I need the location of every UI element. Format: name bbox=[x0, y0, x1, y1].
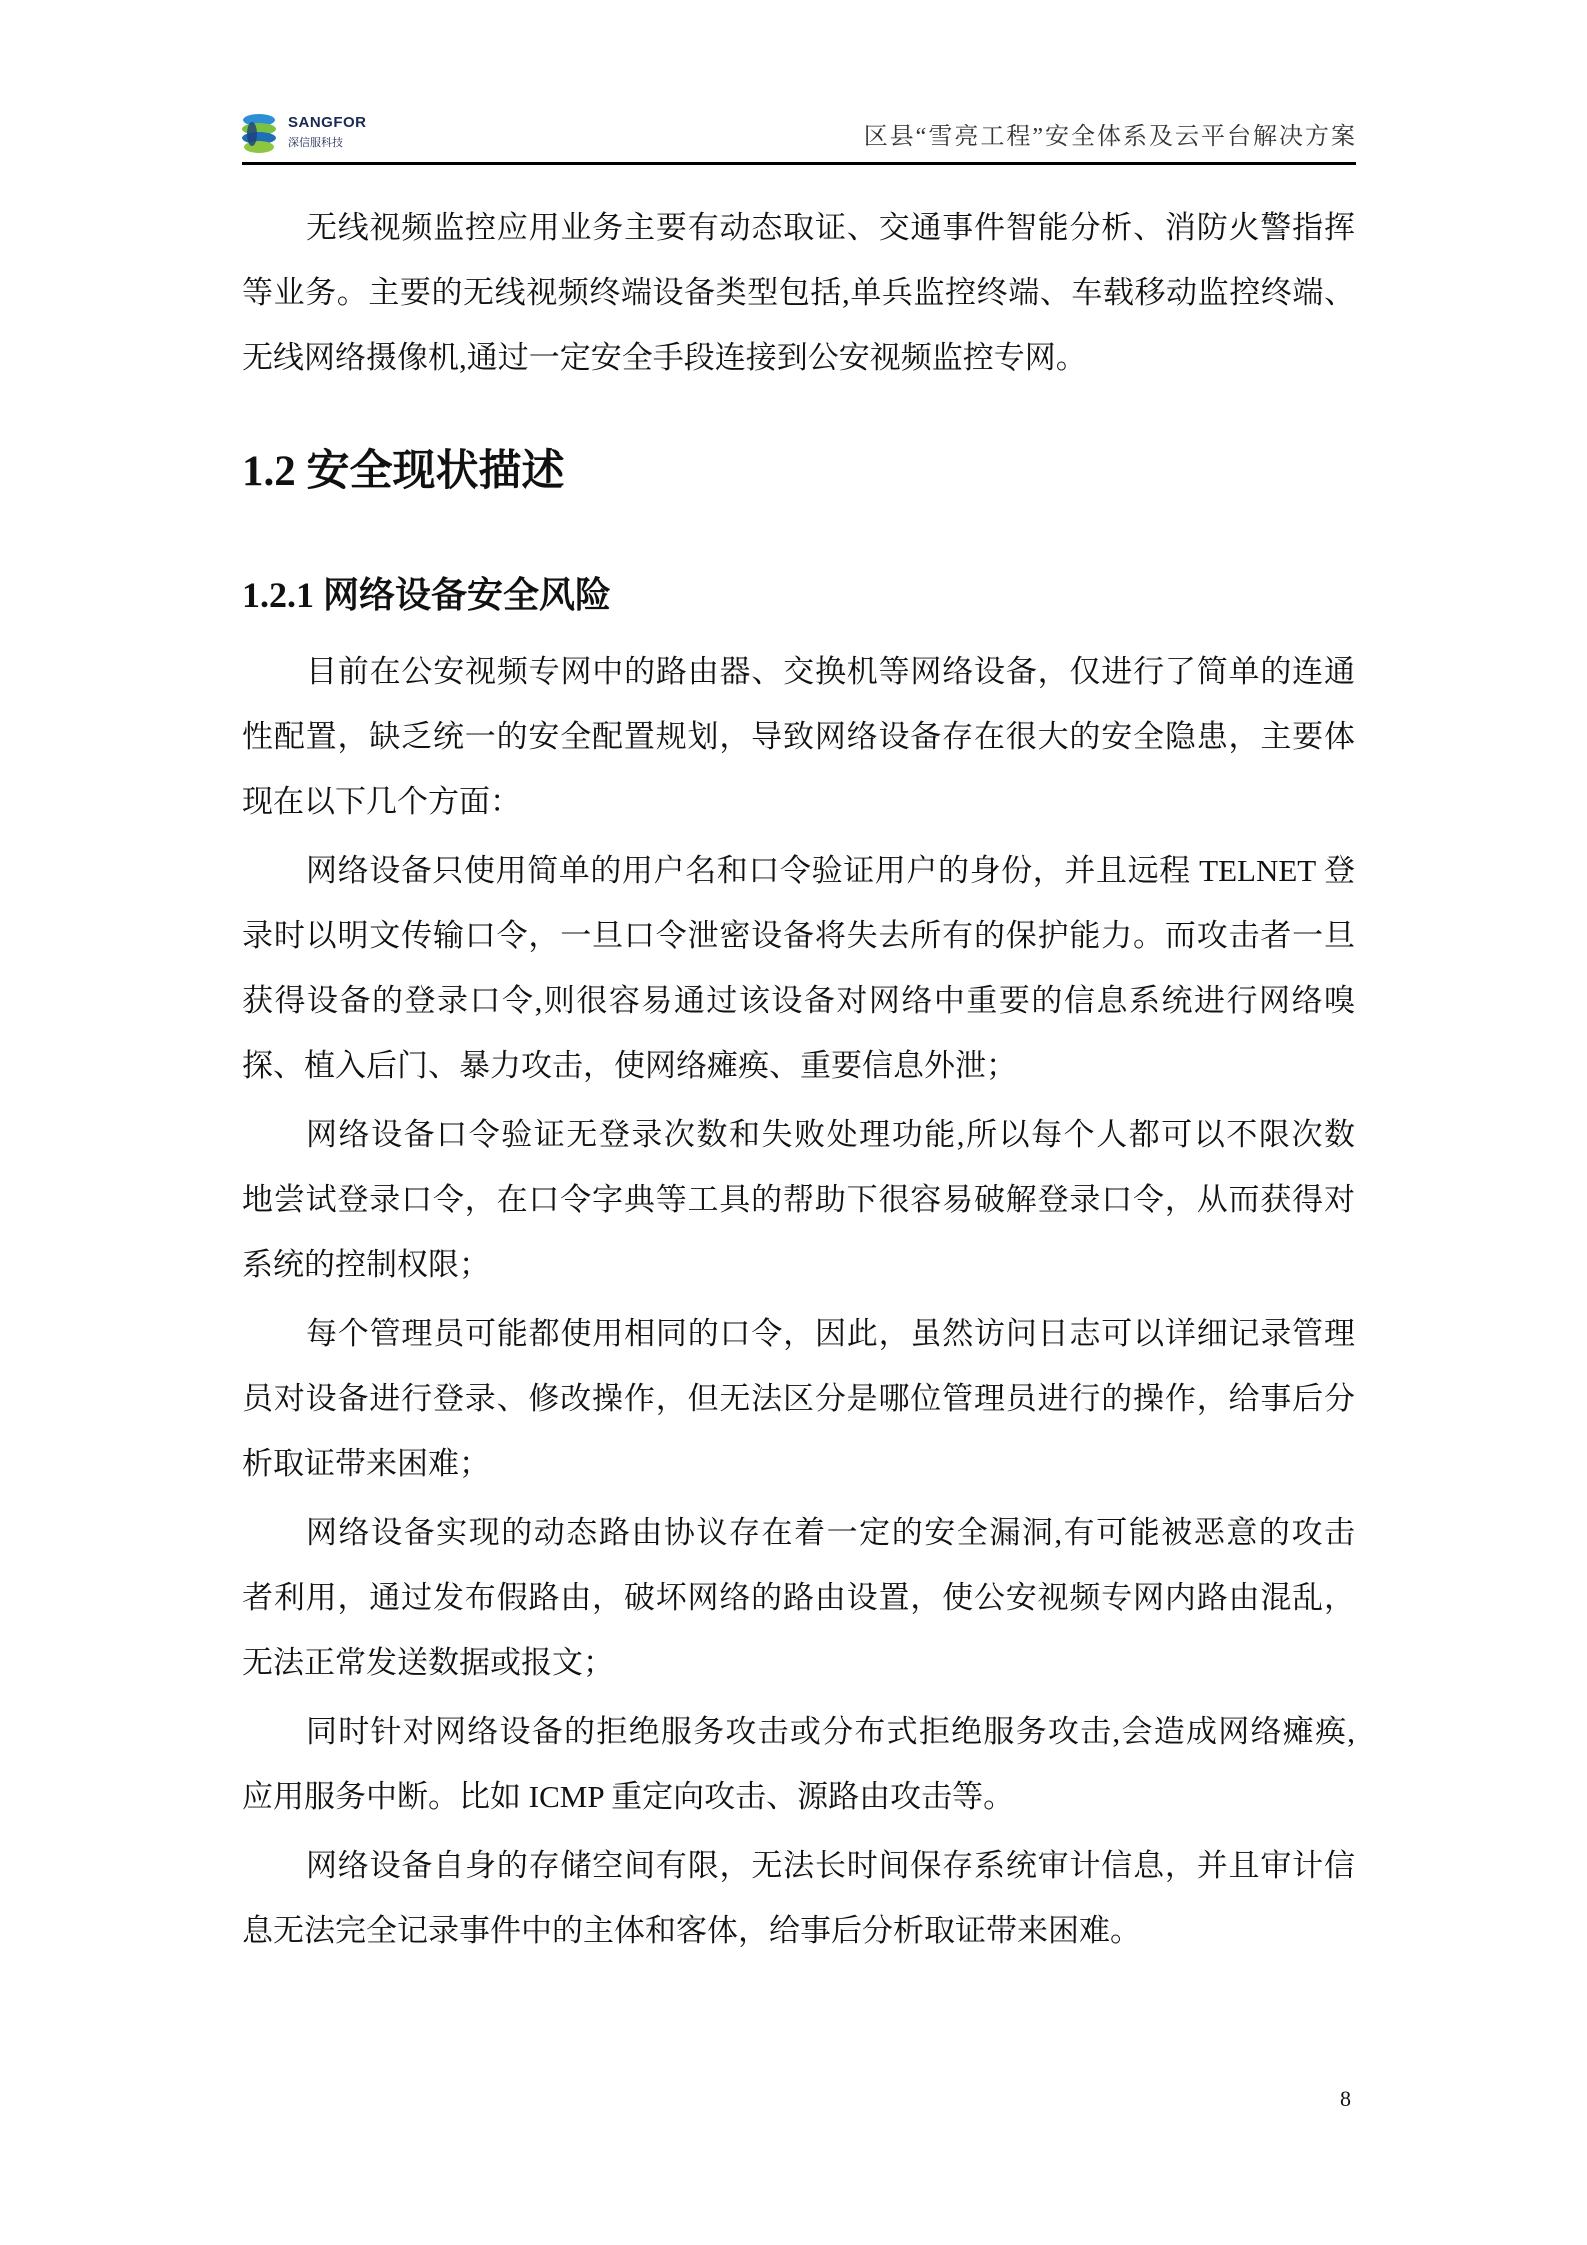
paragraph-line: 息无法完全记录事件中的主体和客体，给事后分析取证带来困难。 bbox=[242, 1913, 1141, 1948]
paragraph-line: 等业务。主要的无线视频终端设备类型包括,单兵监控终端、车载移动监控终端、 bbox=[242, 275, 1355, 310]
page-number: 8 bbox=[1340, 2086, 1351, 2111]
paragraph-line: 应用服务中断。比如 ICMP 重定向攻击、源路由攻击等。 bbox=[242, 1779, 1015, 1814]
paragraph bbox=[242, 195, 1355, 390]
paragraph bbox=[242, 1833, 1355, 1963]
sangfor-logo-icon bbox=[240, 112, 278, 156]
paragraph-line: 地尝试登录口令，在口令字典等工具的帮助下很容易破解登录口令，从而获得对 bbox=[242, 1182, 1355, 1217]
paragraph-line: 网络设备实现的动态路由协议存在着一定的安全漏洞,有可能被恶意的攻击 bbox=[306, 1515, 1355, 1550]
sangfor-logo bbox=[240, 112, 420, 156]
paragraph-line: 系统的控制权限； bbox=[242, 1247, 490, 1282]
paragraph bbox=[242, 1500, 1355, 1695]
paragraph bbox=[242, 838, 1355, 1098]
paragraph-line: 无法正常发送数据或报文； bbox=[242, 1645, 614, 1680]
page-header bbox=[240, 106, 1357, 164]
paragraph-line: 者利用，通过发布假路由，破坏网络的路由设置，使公安视频专网内路由混乱， bbox=[242, 1580, 1355, 1615]
section-heading: 1.2 安全现状描述 bbox=[242, 448, 565, 495]
paragraph-line: 无线视频监控应用业务主要有动态取证、交通事件智能分析、消防火警指挥 bbox=[306, 210, 1355, 245]
paragraph-line: 员对设备进行登录、修改操作，但无法区分是哪位管理员进行的操作，给事后分 bbox=[242, 1381, 1355, 1416]
paragraph bbox=[242, 639, 1355, 834]
paragraph-line: 目前在公安视频专网中的路由器、交换机等网络设备，仅进行了简单的连通 bbox=[306, 654, 1355, 689]
paragraph-line: 网络设备只使用简单的用户名和口令验证用户的身份，并且远程 TELNET 登 bbox=[306, 853, 1355, 888]
logo-subtext: 深信服科技 bbox=[288, 137, 343, 149]
paragraph-line: 现在以下几个方面： bbox=[242, 784, 521, 819]
header-divider bbox=[242, 162, 1356, 165]
paragraph bbox=[242, 1301, 1355, 1496]
paragraph-line: 获得设备的登录口令,则很容易通过该设备对网络中重要的信息系统进行网络嗅 bbox=[242, 983, 1355, 1018]
document-title: 区县“雪亮工程”安全体系及云平台解决方案 bbox=[863, 124, 1357, 150]
paragraph-line: 析取证带来困难； bbox=[242, 1446, 490, 1481]
paragraph-line: 性配置，缺乏统一的安全配置规划，导致网络设备存在很大的安全隐患，主要体 bbox=[242, 719, 1355, 754]
paragraph-line: 录时以明文传输口令，一旦口令泄密设备将失去所有的保护能力。而攻击者一旦 bbox=[242, 918, 1355, 953]
paragraph bbox=[242, 1699, 1355, 1829]
paragraph-line: 网络设备口令验证无登录次数和失败处理功能,所以每个人都可以不限次数 bbox=[306, 1117, 1355, 1152]
paragraph-line: 网络设备自身的存储空间有限，无法长时间保存系统审计信息，并且审计信 bbox=[306, 1848, 1355, 1883]
document-body bbox=[242, 195, 1355, 1967]
paragraph-line: 每个管理员可能都使用相同的口令，因此，虽然访问日志可以详细记录管理 bbox=[306, 1316, 1355, 1351]
paragraph-line: 同时针对网络设备的拒绝服务攻击或分布式拒绝服务攻击,会造成网络瘫痪, bbox=[306, 1714, 1355, 1749]
subsection-heading: 1.2.1 网络设备安全风险 bbox=[242, 575, 612, 615]
paragraph bbox=[242, 1102, 1355, 1297]
logo-text: SANGFOR bbox=[288, 114, 367, 131]
paragraph-line: 探、植入后门、暴力攻击，使网络瘫痪、重要信息外泄； bbox=[242, 1048, 1017, 1083]
paragraph-line: 无线网络摄像机,通过一定安全手段连接到公安视频监控专网。 bbox=[242, 340, 1087, 375]
